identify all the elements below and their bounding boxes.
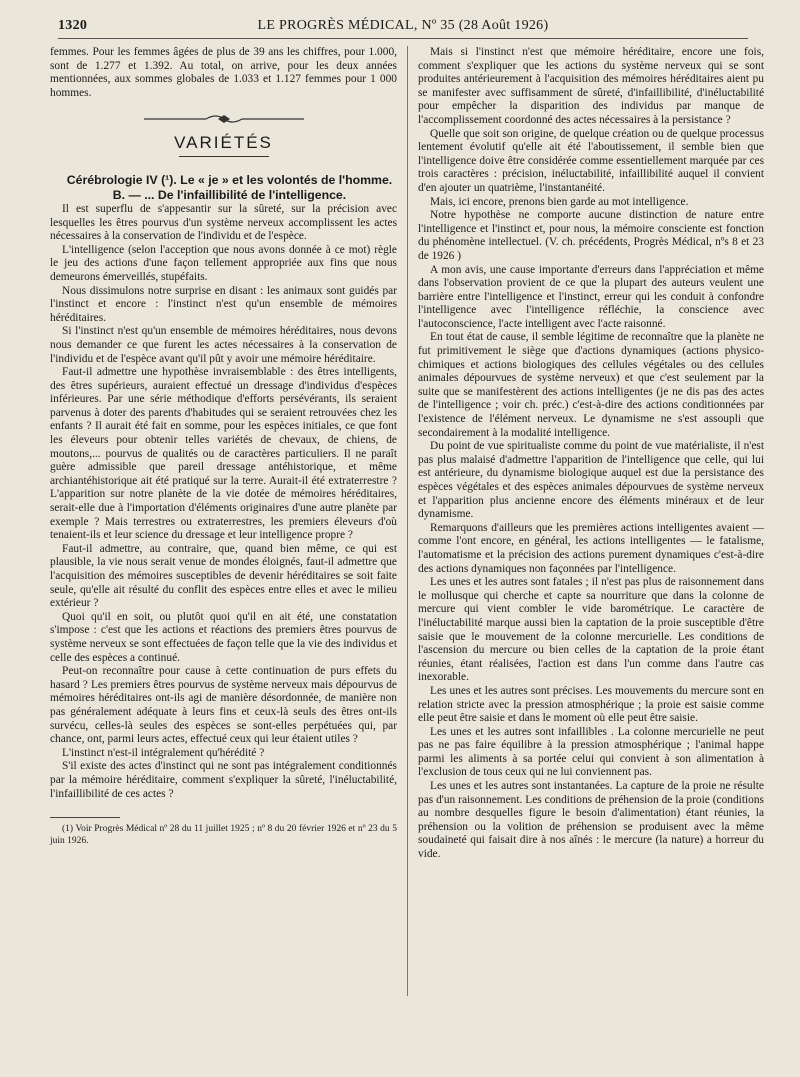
column-divider	[407, 46, 408, 996]
paragraph: Quoi qu'il en soit, ou plutôt quoi qu'il en ait été, une constatation s'impose : c'est que les actions et réactions des premiers êtres pourvus de système nerveux se sont effectuées de façon telle que la vie des individus et celle des espèces a continué.	[50, 610, 397, 664]
paragraph: Du point de vue spiritualiste comme du point de vue matérialiste, il n'est pas plus malaisé d'admettre l'apparition de l'intelligence que celle, qui lui est antérieure, du dynamisme biologique auquel est due la persistance des espèces végétales et des espèces animales dépourvues de système nerveux et l'apparition plus ancienne encore des éléments minéraux et de leur dynamisme.	[418, 440, 764, 521]
paragraph: Notre hypothèse ne comporte aucune distinction de nature entre l'intelligence et l'instinct et, pour nous, la mémoire consciente est fonction du phénomène intellectuel. (V. ch. précédents, Progrès Médical, nºs 8 et 23 de 1926 )	[418, 209, 764, 262]
paragraph: Il est superflu de s'appesantir sur la sûreté, sur la précision avec lesquelles les êtres pourvus d'un système nerveux accomplissent les actes nécessaires à la conservation de l'individu et de l'espèce.	[50, 202, 397, 243]
left-column	[50, 46, 397, 847]
paragraph: Quelle que soit son origine, de quelque création ou de quelque processus lentement évolutif qu'elle ait été l'aboutissement, il semble bien que l'intelligence doive être considérée comme essentiellement marquée par ces trois caractères : précision, inéluctabilité, infaillibilité auquel il convient d'en ajouter un quatrième, l'instantanéité.	[418, 127, 764, 194]
right-column	[418, 46, 764, 862]
paragraph: Mais si l'instinct n'est que mémoire héréditaire, encore une fois, comment s'expliquer que les actions du système nerveux qui se sont produites antérieurement à l'acquisition des mémoires héréditaires aient pu se manifester avec suffisamment de sûreté, d'infaillibilité, d'inéluctabilité pour empêcher la disparition des individus par manque de l'accomplissement coordonné des actes nécessaires à la persistance ?	[418, 46, 764, 126]
article-subheading: B. — ... De l'infaillibilité de l'intelligence.	[112, 187, 347, 202]
ornament-divider-icon	[144, 112, 304, 126]
intro-paragraph: femmes. Pour les femmes âgées de plus de 39 ans les chiffres, pour 1.000, sont de 1.277 et 1.392. Au total, on arrive, pour les deux années mentionnées, aux sommes globales de 1.033 et 1.127 femmes pour 1 000 hommes.	[50, 46, 397, 99]
footnote-rule	[50, 817, 120, 818]
article-heading: Cérébrologie IV (¹). Le « je » et les volontés de l'homme.	[66, 172, 393, 187]
paragraph: Si l'instinct n'est qu'un ensemble de mémoires héréditaires, nous devons nous demander ce que furent les actes nécessaires à la conservation de l'individu et de l'espèce avant qu'il pût y avoir une mémoire héréditaire.	[50, 325, 397, 365]
paragraph: A mon avis, une cause importante d'erreurs dans l'appréciation et même dans l'observation provient de ce que la plupart des auteurs veulent une barrière entre l'intelligence et l'instinct, erreur qui les conduit à confondre l'intelligence avec l'intelligence réfléchie, la conscience avec l'autoconscience, l'acte intelligent avec l'acte raisonné.	[418, 263, 764, 330]
paragraph: En tout état de cause, il semble légitime de reconnaître que la planète ne fut primitivement le siège que d'actions dynamiques (actions physico-chimiques et actions biologiques des cellules végétales ou des cellules animales dépourvues de système nerveux) et que c'est seulement par la suite que se manifestèrent des actions intelligentes (je ne dis pas des actes de l'intelligence ; voir ch. préc.) c'est-à-dire des actions conditionnées par l'existence de l'élément nerveux. Le dynamisme ne s'est assoupli que secondairement à la modalité intelligence.	[418, 331, 764, 439]
paragraph: Faut-il admettre, au contraire, que, quand bien même, ce qui est plausible, la vie nous serait venue de mondes éloignés, faut-il admettre que l'acquisition des mémoires susceptibles de devenir héréditaires se soit faite seule, qu'elle ait résulté du conflit des espèces entre elles et avec le milieu extérieur ?	[50, 542, 397, 610]
journal-title: LE PROGRÈS MÉDICAL, Nº 35 (28 Août 1926)	[257, 18, 549, 33]
section-title: VARIÉTÉS	[174, 133, 273, 153]
paragraph: Les unes et les autres sont précises. Les mouvements du mercure sont en relation stricte avec la pression atmosphérique ; la proie est saisie comme elle peut être saisie et dans le moment où elle peut être saisie.	[418, 684, 764, 725]
paragraph: Les unes et les autres sont instantanées. La capture de la proie ne résulte pas d'un raisonnement. Les conditions de préhension de la proie (conditions au nombre desquelles figure le besoin d'alimentation) étant réunies, la préhension ou la volition de préhension se produisent avec la même soudaineté qui faisait dire à nos aînés : le mercure (la nature) a horreur du vide.	[418, 780, 764, 861]
paragraph: Remarquons d'ailleurs que les premières actions intelligentes avaient — comme l'ont encore, en général, les actions intelligentes — le fatalisme, l'automatisme et la précision des actions purement dynamiques c'est-à-dire des actions dynamiques non façonnées par l'intelligence.	[418, 521, 764, 575]
paragraph: Les unes et les autres sont infaillibles . La colonne mercurielle ne peut pas ne pas faire équilibre à la pression atmosphérique ; l'animal happe parmi les aliments à sa portée celui qui convient à son alimentation à l'exclusion de tous ceux qui ne lui conviennent pas.	[418, 725, 764, 779]
paragraph: L'intelligence (selon l'acception que nous avons donnée à ce mot) règle le jeu des actions d'une façon tellement appropriée aux fins que nous demeurons émerveillés, stupéfaits.	[50, 243, 397, 283]
title-underline	[179, 156, 269, 157]
footnote: (1) Voir Progrès Médical nº 28 du 11 juillet 1925 ; nº 8 du 20 février 1926 et nº 23 du 5 juin 1926.	[50, 824, 397, 846]
paragraph: S'il existe des actes d'instinct qui ne sont pas intégralement conditionnés par la mémoire héréditaire, comment s'expliquer la sûreté, l'inéluctabilité, l'infaillibilité de ces actes ?	[50, 760, 397, 800]
paragraph: Faut-il admettre une hypothèse invraisemblable : des êtres intelligents, des êtres supérieurs, auraient effectué un dressage d'individus d'espèces inférieures. Par une série méthodique d'efforts persévérants, ils seraient parvenus à doter des parents d'habitudes qui se seraient retrouvées chez les enfants ? Il aurait été fait en somme, pour les espèces initiales, ce que font les éleveurs pour obtenir telles variétés de chevaux, de chiens, de moutons,... pourvus de qualités ou de caractères particuliers. Il ne paraît guère admissible que pareil dressage antéhistorique, et même archiantéhistorique ait été pratiqué sur la terre. Aurait-il été extraterrestre ? L'apparition sur notre planète de la vie dotée de mémoires héréditaires, serait-elle due à l'importation d'éléments originaires d'une autre planète par exemple ? Mais terrestres ou extraterrestres, les premiers éleveurs d'où tenaient-ils et leur science du dressage et leur intelligence propre ?	[50, 366, 397, 542]
page-number: 1320	[58, 18, 88, 33]
paragraph: L'instinct n'est-il intégralement qu'hérédité ?	[62, 746, 265, 759]
page-header	[58, 16, 748, 39]
paragraph: Nous dissimulons notre surprise en disant : les animaux sont guidés par l'instinct et encore : l'instinct n'est qu'un ensemble de mémoires héréditaires.	[50, 284, 397, 324]
paragraph: Mais, ici encore, prenons bien garde au mot intelligence.	[430, 195, 689, 208]
paragraph: Les unes et les autres sont fatales ; il n'est pas plus de raisonnement dans le mollusque qui cherche et capte sa nourriture que dans la colonne de mercure qui vient combler le vide barométrique. Le caractère de l'inéluctabilité marque aussi bien la captation de la proie susceptible d'être saisie que le mouvement de la colonne mercurielle. Les conditions de l'ascension du mercure ou bien celles de la captation de la proie étant réunies, étant réalisées, l'action est dans l'un comme dans l'autre cas inexorable.	[418, 576, 764, 684]
paragraph: Peut-on reconnaître pour cause à cette continuation de purs effets du hasard ? Les premiers êtres pourvus de système nerveux mais dépourvus de mémoires héréditaires ont-ils agi de manière désordonnée, de manière non pas généralement adéquate à leurs fins et ceux-là seuls des êtres ont-ils survécu, celles-là seules des espèces se sont-elles perpétuées qui, par chance, ont, parmi leurs actes, effectué ceux qui leur étaient utiles ?	[50, 665, 397, 746]
